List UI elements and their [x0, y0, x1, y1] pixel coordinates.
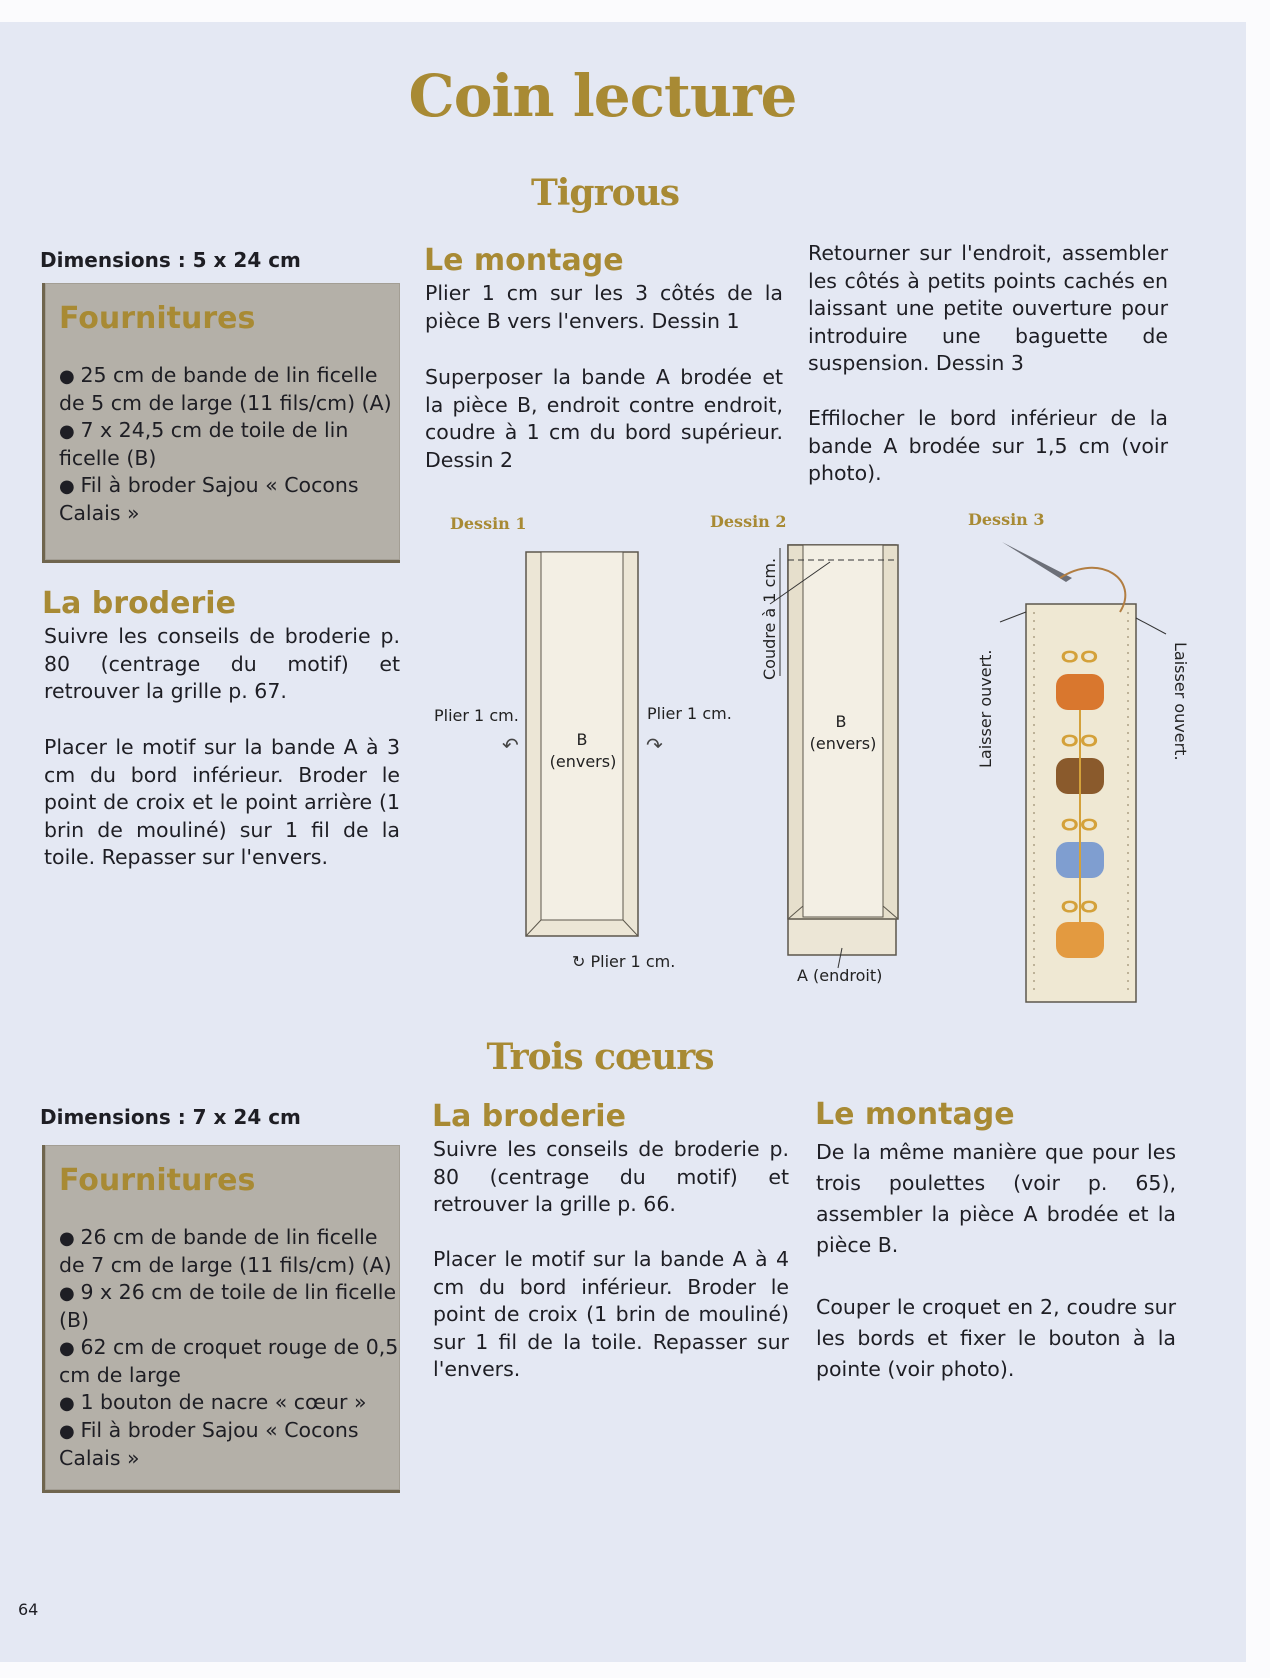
tigrous-fourniture-item: ● 7 x 24,5 cm de toile de lin ficelle (B): [59, 417, 400, 472]
scroll-ornament-icon: ⴰⴰ: [1060, 885, 1099, 920]
tigrous-fournitures-heading: Fournitures: [59, 301, 256, 336]
trois-coeurs-fourniture-item: ● 9 x 26 cm de toile de lin ficelle (B): [59, 1279, 400, 1334]
tigrous-montage-p4: Effilocher le bord inférieur de la bande A brodée sur 1,5 cm (voir photo).: [808, 406, 1168, 485]
trois-coeurs-fourniture-item: ● Fil à broder Sajou « Cocons Calais »: [59, 1417, 400, 1472]
dessin-1-piece-side: (envers): [549, 752, 617, 771]
page-number: 64: [18, 1600, 39, 1619]
page-title: Coin lecture: [408, 62, 797, 130]
dessin-2-illustration: [770, 545, 898, 968]
tigrous-montage-p2: Superposer la bande A brodée et la pièce B, endroit contre endroit, coudre à 1 cm du bord supérieur. Dessin 2: [425, 365, 783, 472]
dessin-1-fold-bottom-label: ↻ Plier 1 cm.: [572, 952, 676, 971]
trois-coeurs-dimensions: Dimensions : 7 x 24 cm: [40, 1105, 301, 1129]
scroll-ornament-icon: ⴰⴰ: [1060, 719, 1099, 754]
dessin-2-piece-label: B: [835, 712, 847, 731]
tigrous-broderie-p1: Suivre les conseils de broderie p. 80 (centrage du motif) et retrouver la grille p. 67.: [44, 624, 400, 703]
dessin-1-piece-label: B: [576, 730, 588, 749]
tigrous-montage-heading: Le montage: [424, 243, 624, 278]
trois-coeurs-broderie-heading: La broderie: [432, 1099, 626, 1134]
dessin-3-left-label: Laisser ouvert.: [976, 649, 995, 768]
tigrous-fourniture-item: ● Fil à broder Sajou « Cocons Calais »: [59, 472, 400, 527]
trois-coeurs-fourniture-item: ● 1 bouton de nacre « cœur »: [59, 1389, 400, 1417]
trois-coeurs-fournitures-list: [45, 1224, 400, 1472]
dessin-2-band-label: A (endroit): [797, 966, 883, 985]
trois-coeurs-montage-heading: Le montage: [815, 1097, 1015, 1132]
dessin-1-fold-right-label: Plier 1 cm.: [647, 704, 732, 723]
trois-coeurs-title: Trois cœurs: [486, 1036, 714, 1078]
scroll-ornament-icon: ⴰⴰ: [1060, 803, 1099, 838]
trois-coeurs-broderie-p2: Placer le motif sur la bande A à 4 cm du bord inférieur. Broder le point de croix (1 brin de mouliné) sur 1 fil de la toile. Repasser sur l'envers.: [433, 1247, 789, 1381]
tigrous-broderie-heading: La broderie: [42, 586, 236, 621]
fold-right-icon: ↷: [646, 733, 663, 757]
dessin-2-piece-side: (envers): [809, 734, 877, 753]
tigrous-dimensions: Dimensions : 5 x 24 cm: [40, 248, 301, 272]
fold-left-icon: ↶: [502, 733, 519, 757]
fold-up-icon: ↻: [572, 952, 591, 971]
tiger-head-icon: [1056, 922, 1104, 958]
tigrous-broderie-p2: Placer le motif sur la bande A à 3 cm du bord inférieur. Broder le point de croix et le point arrière (1 brin de mouliné) sur 1 fil de la toile. Repasser sur l'envers.: [44, 735, 400, 869]
dessin-3-illustration: [1000, 542, 1166, 1002]
tigrous-montage-p1: Plier 1 cm sur les 3 côtés de la pièce B vers l'envers. Dessin 1: [425, 281, 783, 333]
trois-coeurs-fournitures-box: [42, 1145, 400, 1493]
dessin-3-right-label: Laisser ouvert.: [1171, 642, 1190, 761]
trois-coeurs-fourniture-item: ● 62 cm de croquet rouge de 0,5 cm de large: [59, 1334, 400, 1389]
scroll-ornament-icon: ⴰⴰ: [1060, 635, 1099, 670]
tigrous-fourniture-item: ● 25 cm de bande de lin ficelle de 5 cm de large (11 fils/cm) (A): [59, 362, 400, 417]
trois-coeurs-montage-p2: Couper le croquet en 2, coudre sur les bords et fixer le bouton à la pointe (voir photo).: [816, 1295, 1176, 1381]
dessin-3-title: Dessin 3: [968, 510, 1045, 529]
trois-coeurs-fournitures-heading: Fournitures: [59, 1163, 256, 1198]
dessin-1-title: Dessin 1: [450, 514, 527, 533]
tigrous-montage-p3: Retourner sur l'endroit, assembler les côtés à petits points cachés en laissant une petite ouverture pour introduire une baguette de suspension. Dessin 3: [808, 241, 1168, 375]
trois-coeurs-montage-p1: De la même manière que pour les trois poulettes (voir p. 65), assembler la pièce A brodée et la pièce B.: [816, 1140, 1176, 1257]
trois-coeurs-fourniture-item: ● 26 cm de bande de lin ficelle de 7 cm de large (11 fils/cm) (A): [59, 1224, 400, 1279]
trois-coeurs-broderie-p1: Suivre les conseils de broderie p. 80 (centrage du motif) et retrouver la grille p. 66.: [433, 1137, 789, 1216]
tiger-head-icon: [1056, 674, 1104, 710]
tigrous-title: Tigrous: [530, 172, 680, 214]
dessin-1-fold-left-label: Plier 1 cm.: [434, 706, 519, 725]
dessin-2-sew-label: Coudre à 1 cm.: [760, 557, 779, 680]
dessin-2-title: Dessin 2: [710, 512, 787, 531]
